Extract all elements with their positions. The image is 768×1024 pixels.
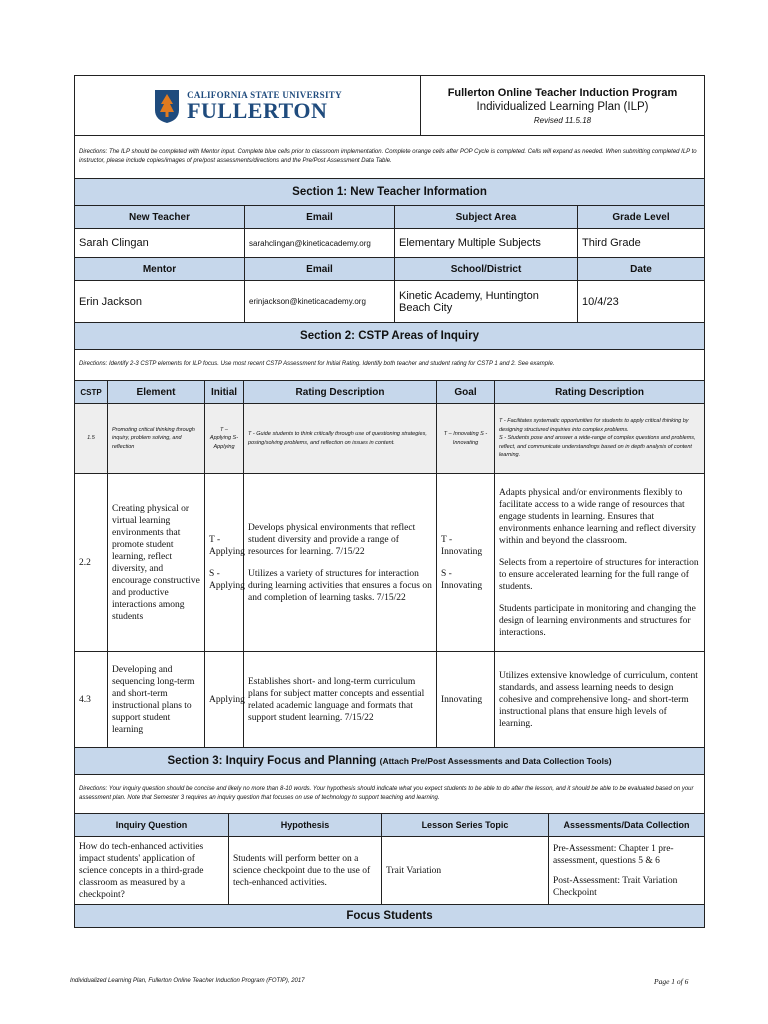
rating-description-value [244, 474, 437, 652]
table-row [75, 652, 705, 748]
goal-rating-value [495, 474, 705, 652]
focus-students-header: Focus Students [75, 905, 705, 928]
section2-table [74, 322, 705, 748]
goal-rating-description-header: Rating Description [495, 381, 705, 404]
example-rating: T - Guide students to think critically through use of questioning strategies, posing/solving problems, and reflection on issues in content. [244, 404, 437, 474]
hypothesis-header: Hypothesis [229, 814, 382, 837]
section3-directions: Directions: Your inquiry question should be concise and likely no more than 8-10 words. Your hypothesis should indicate what you expect students to be able to do after the lesson, and it should be able to be evaluated based on your assessment plan. Note that Semester 3 requires an inquiry question that focuses on use of technology to support teaching and learning. [75, 775, 705, 814]
goal-teacher: T - Innovating [441, 534, 483, 557]
assessments-header: Assessments/Data Collection [549, 814, 705, 837]
lesson-topic-header: Lesson Series Topic [382, 814, 549, 837]
section1-table [74, 178, 705, 323]
revised-date: Revised 11.5.18 [533, 115, 592, 125]
rating-description-header: Rating Description [244, 381, 437, 404]
goal-value [437, 474, 495, 652]
ilp-page [74, 75, 704, 928]
school-district-value: Kinetic Academy, Huntington Beach City [395, 281, 578, 323]
grade-level-value: Third Grade [578, 229, 705, 258]
footer-left: Individualized Learning Plan, Fullerton Online Teacher Induction Program (FOTIP), 2017 [70, 978, 305, 984]
new-teacher-header: New Teacher [75, 206, 245, 229]
mentor-email-header: Email [245, 258, 395, 281]
goal-rating-paragraph-1: Adapts physical and/or environments flexibly to facilitate access to a wide range of resources that engage students in learning. Ensures that environments enhance learning and reflect diversity within and beyond the classroom. [499, 487, 697, 546]
example-goal-rating-s: S - Students pose and answer a wide-range of complex questions and problems, reflect, and communicate understandings based on in depth analysis of content learning. [499, 435, 696, 459]
section2-directions: Directions: Identify 2-3 CSTP elements for ILP focus. Use most recent CSTP Assessment for Initial Rating. Identify both teacher and student rating for CSTP 1 and 2. See example. [75, 350, 705, 381]
section3-title-note: (Attach Pre/Post Assessments and Data Collection Tools) [379, 756, 612, 766]
example-goal: T – Innovating S - Innovating [437, 404, 495, 474]
goal-value: Innovating [437, 652, 495, 748]
school-district-header: School/District [395, 258, 578, 281]
cstp-header: CSTP [75, 381, 108, 404]
lesson-topic-value: Trait Variation [382, 837, 549, 905]
grade-level-header: Grade Level [578, 206, 705, 229]
assessments-value [549, 837, 705, 905]
initial-value: Applying [205, 652, 244, 748]
example-goal-rating-t: T - Facilitates systematic opportunities for students to apply critical thinking by designing structured inquiries into complex problems. [499, 418, 689, 433]
inquiry-question-value: How do tech-enhanced activities impact students' application of science concepts in a third-grade classroom as measured by a checkpoint? [75, 837, 229, 905]
date-value: 10/4/23 [578, 281, 705, 323]
element-value: Creating physical or virtual learning environments that promote student learning, reflect diversity, and encourage constructive and productive interactions among students [108, 474, 205, 652]
plan-title: Individualized Learning Plan (ILP) [476, 100, 649, 113]
example-initial: T – Applying S- Applying [205, 404, 244, 474]
hypothesis-value: Students will perform better on a science checkpoint due to the use of tech-enhanced activities. [229, 837, 382, 905]
rating-description-value: Establishes short- and long-term curriculum plans for subject matter concepts and essential related academic language and formats that support student learning. 7/15/22 [244, 652, 437, 748]
goal-rating-value: Utilizes extensive knowledge of curriculum, content standards, and assess learning needs to design cohesive and comprehensive long- and short-term instructional plans that ensure high levels of learning. [495, 652, 705, 748]
subject-area-header: Subject Area [395, 206, 578, 229]
inquiry-question-header: Inquiry Question [75, 814, 229, 837]
initial-value [205, 474, 244, 652]
teacher-email-value: sarahclingan@kineticacademy.org [245, 229, 395, 258]
section3-table [74, 747, 705, 928]
table-row [75, 474, 705, 652]
rating-paragraph-2: Utilizes a variety of structures for interaction during learning activities that ensures a focus on and completion of learning tasks. 7/15/22 [248, 568, 432, 603]
general-directions: Directions: The ILP should be completed with Mentor input. Complete blue cells prior to classroom implementation. Complete orange cells after POP Cycle is completed. Cells will expand as needed. When submitting completed ILP to instructor, please include copies/images of pre/post assessments/directions and the Pre/Post Assessment Data Table. [75, 136, 705, 179]
logo-cell [75, 76, 421, 136]
section3-title-cell [75, 748, 705, 775]
mentor-email-value: erinjackson@kineticacademy.org [245, 281, 395, 323]
initial-teacher: T - Applying [209, 534, 245, 557]
cstp-value: 4.3 [75, 652, 108, 748]
example-element: Promoting critical thinking through inquiry, problem solving, and reflection [108, 404, 205, 474]
date-header: Date [578, 258, 705, 281]
pre-assessment: Pre-Assessment: Chapter 1 pre-assessment, questions 5 & 6 [553, 843, 674, 866]
example-cstp: 1.5 [75, 404, 108, 474]
email-header: Email [245, 206, 395, 229]
goal-header: Goal [437, 381, 495, 404]
program-title: Fullerton Online Teacher Induction Program [447, 86, 678, 99]
mentor-header: Mentor [75, 258, 245, 281]
university-seal-icon [153, 88, 181, 124]
title-cell [421, 76, 705, 136]
example-goal-rating [495, 404, 705, 474]
initial-student: S - Applying [209, 568, 245, 591]
post-assessment: Post-Assessment: Trait Variation Checkpoint [553, 875, 678, 898]
goal-student: S - Innovating [441, 568, 483, 591]
new-teacher-value: Sarah Clingan [75, 229, 245, 258]
logo-top-text: CALIFORNIA STATE UNIVERSITY [187, 89, 342, 100]
section2-title: Section 2: CSTP Areas of Inquiry [75, 323, 705, 350]
subject-area-value: Elementary Multiple Subjects [395, 229, 578, 258]
section1-title: Section 1: New Teacher Information [75, 179, 705, 206]
element-header: Element [108, 381, 205, 404]
rating-paragraph-1: Develops physical environments that reflect student diversity and provide a range of resources for learning. 7/15/22 [248, 522, 416, 557]
element-value: Developing and sequencing long-term and short-term instructional plans to support student learning [108, 652, 205, 748]
logo-bottom-text: FULLERTON [187, 97, 328, 123]
cstp-value: 2.2 [75, 474, 108, 652]
initial-header: Initial [205, 381, 244, 404]
goal-rating-paragraph-3: Students participate in monitoring and changing the design of learning environments and structures for interactions. [499, 603, 696, 638]
footer-page-number: Page 1 of 6 [654, 977, 689, 986]
header-table [74, 75, 705, 179]
mentor-value: Erin Jackson [75, 281, 245, 323]
goal-rating-paragraph-2: Selects from a repertoire of structures for interaction to ensure accelerated learning for the full range of students. [499, 557, 699, 592]
example-row [75, 404, 705, 474]
section3-title: Section 3: Inquiry Focus and Planning [167, 755, 377, 767]
